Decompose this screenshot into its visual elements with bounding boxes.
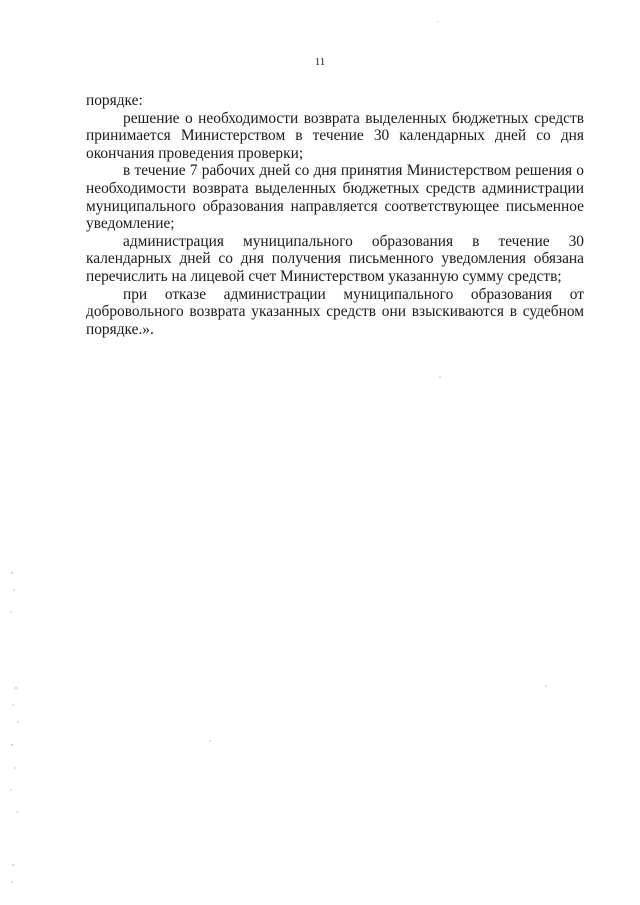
paragraph-intro: порядке: [86,92,143,109]
document-body [86,92,584,338]
paragraph-notification: в течение 7 рабочих дней со дня принятия Министерством решения о необходимости возврата выделенных бюджетных средств администрации муниципального образования направляется соответствующее письменное уведомление; [86,162,584,233]
paragraph-transfer: администрация муниципального образования в течение 30 календарных дней со дня получения письменного уведомления обязана перечислить на лицевой счет Министерством указанную сумму средств; [86,232,584,285]
paragraph-decision: решение о необходимости возврата выделенных бюджетных средств принимается Министерством в течение 30 календарных дней со дня окончания проведения проверки; [86,109,584,162]
page-number: 11 [314,56,326,68]
paragraph-refusal: при отказе администрации муниципального образования от добровольного возврата указанных средств они взыскиваются в судебном порядке.». [86,285,584,338]
